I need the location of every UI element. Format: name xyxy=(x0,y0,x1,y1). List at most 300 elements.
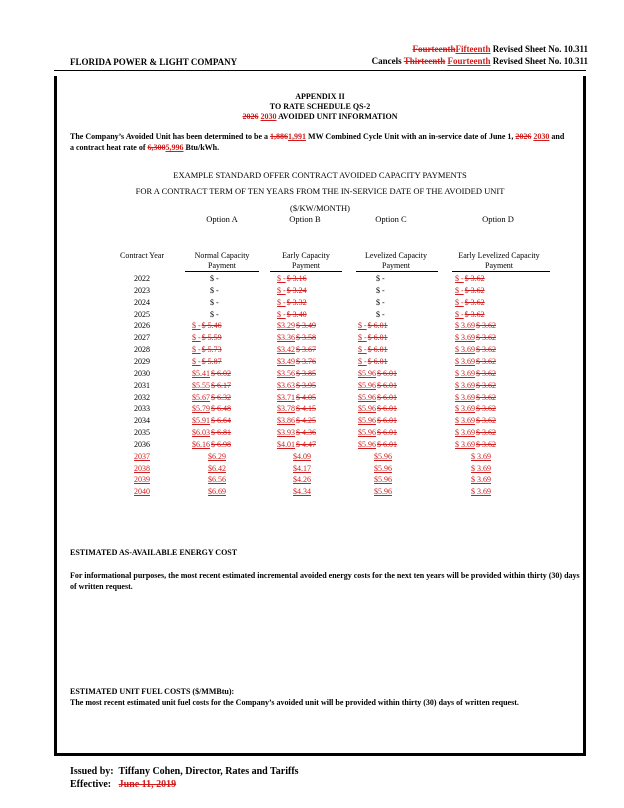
option-c-cell-value: $ - xyxy=(376,285,385,295)
title-year-old: 2026 xyxy=(242,112,259,121)
option-d-cell-old: $ 3.62 xyxy=(476,356,496,366)
issued-label: Issued by: xyxy=(70,766,114,777)
option-c-cell-new: $5.96 xyxy=(358,404,376,414)
table-row xyxy=(0,403,624,415)
option-d-cell-old: $ 3.62 xyxy=(464,309,485,319)
option-d-cell-old: $ 3.62 xyxy=(476,345,496,355)
col-c-header xyxy=(350,251,442,271)
option-a-cell xyxy=(192,380,262,392)
option-d-cell xyxy=(455,356,545,368)
option-c-cell-new: $5.96 xyxy=(358,392,376,402)
option-b-cell xyxy=(277,451,363,463)
sheet-old: Fourteenth xyxy=(412,44,456,54)
option-c-cell xyxy=(358,486,444,498)
row-year: 2040 xyxy=(134,487,150,497)
option-b-cell xyxy=(277,403,347,415)
option-c-cell-new: $5.96 xyxy=(358,439,376,449)
option-d-cell-old: $ 3.62 xyxy=(476,404,496,414)
option-c-cell xyxy=(358,415,428,427)
option-a-cell-value: $ - xyxy=(210,309,219,319)
option-b-cell-old: $ 3.85 xyxy=(296,368,316,378)
col-b-label-2: Payment xyxy=(292,261,320,270)
intro-text-4: Btu/kWh. xyxy=(185,143,220,152)
option-d-cell xyxy=(455,332,545,344)
option-a-cell xyxy=(192,486,278,498)
option-b-cell-new: $3.36 xyxy=(277,333,295,343)
option-a-cell xyxy=(192,356,262,368)
option-b-cell xyxy=(277,332,347,344)
option-b-cell-old: $ 3.76 xyxy=(296,356,316,366)
option-d-cell xyxy=(455,486,561,498)
table-row xyxy=(0,427,624,439)
option-d-cell-old: $ 3.62 xyxy=(476,428,496,438)
option-c-cell-new: $5.96 xyxy=(358,428,376,438)
option-a-cell-value: $ - xyxy=(210,297,219,307)
option-d-cell-new: $ - xyxy=(455,285,464,295)
option-a-cell-value: $ - xyxy=(210,274,219,283)
option-d-cell-old: $ 3.62 xyxy=(476,439,496,449)
fuel-heading: ESTIMATED UNIT FUEL COSTS ($/MMBtu): xyxy=(70,687,235,696)
option-d-cell-new: $ 3.69 xyxy=(455,404,475,414)
option-b-cell xyxy=(277,356,347,368)
option-d-cell-new: $ - xyxy=(455,274,464,283)
row-year: 2028 xyxy=(134,345,150,355)
issued-value: Tiffany Cohen, Director, Rates and Tariffs xyxy=(118,766,299,777)
col-year-label: Contract Year xyxy=(120,251,164,260)
effective-date xyxy=(70,778,176,791)
table-row xyxy=(0,309,624,321)
option-c-cell xyxy=(358,273,446,285)
option-d-cell xyxy=(455,297,545,309)
option-d-cell-old: $ 3.62 xyxy=(464,274,485,283)
option-b-cell-new: $3.29 xyxy=(277,321,295,331)
table-row xyxy=(0,368,624,380)
cancels-suffix: Revised Sheet No. 10.311 xyxy=(492,56,588,66)
table-row xyxy=(0,285,624,297)
option-d-cell-new: $ 3.69 xyxy=(455,416,475,426)
cancels-prefix: Cancels xyxy=(371,56,402,66)
option-a-cell xyxy=(192,297,280,309)
option-d-cell-old: $ 3.62 xyxy=(476,392,496,402)
option-d-cell xyxy=(455,309,545,321)
row-year: 2022 xyxy=(134,274,150,283)
option-c-cell-old: $ 6.01 xyxy=(377,380,397,390)
table-row xyxy=(0,320,624,332)
option-b-cell xyxy=(277,344,347,356)
col-a-label-1: Normal Capacity xyxy=(194,251,250,260)
option-b-cell-new: $3.71 xyxy=(277,392,295,402)
option-d-cell-old: $ 3.62 xyxy=(464,297,485,307)
option-d-cell-old: $ 3.62 xyxy=(464,285,485,295)
row-year: 2037 xyxy=(134,451,150,461)
option-b-cell-value: $4.17 xyxy=(293,463,311,473)
table-row xyxy=(0,415,624,427)
option-a-cell-new: $ - xyxy=(192,356,201,366)
option-d-cell xyxy=(455,463,561,475)
option-a-cell-value: $ - xyxy=(210,285,219,295)
option-a-cell xyxy=(192,439,262,451)
option-c-cell xyxy=(358,309,446,321)
title-year-new: 2030 xyxy=(260,112,277,121)
option-d-cell xyxy=(455,285,545,297)
table-row xyxy=(0,356,624,368)
option-b-cell xyxy=(277,415,347,427)
option-d-cell xyxy=(455,427,545,439)
option-d-cell xyxy=(455,273,545,285)
option-a-cell xyxy=(192,427,262,439)
option-b-cell-old: $ 3.95 xyxy=(296,380,316,390)
option-a-cell-value: $6.56 xyxy=(208,475,226,485)
col-b-header xyxy=(264,251,348,271)
option-c-cell-value: $ - xyxy=(376,309,385,319)
option-b-cell xyxy=(277,427,347,439)
option-b-cell xyxy=(277,297,347,309)
option-b-cell-new: $3.63 xyxy=(277,380,295,390)
option-a-cell xyxy=(192,320,262,332)
option-d-cell-old: $ 3.62 xyxy=(476,380,496,390)
row-year: 2038 xyxy=(134,463,150,473)
option-a-cell-old: $ 6.02 xyxy=(211,368,231,378)
row-year: 2027 xyxy=(134,333,150,343)
option-b-cell-old: $ 4.05 xyxy=(296,392,316,402)
option-d-cell xyxy=(455,392,545,404)
option-c-cell xyxy=(358,427,428,439)
option-a-label: Option A xyxy=(206,214,238,224)
option-d-cell xyxy=(455,344,545,356)
option-a-cell-old: $ 6.32 xyxy=(211,392,231,402)
energy-heading: ESTIMATED AS-AVAILABLE ENERGY COST xyxy=(70,548,238,557)
option-b-cell-old: $ 4.47 xyxy=(296,439,316,449)
option-b-cell-old: $ 3.40 xyxy=(286,309,307,319)
table-row xyxy=(0,474,624,486)
option-a-cell-new: $ - xyxy=(192,333,201,343)
option-b-cell-value: $4.26 xyxy=(293,475,311,485)
option-a-cell xyxy=(192,451,278,463)
table-row xyxy=(0,332,624,344)
col-b-label-1: Early Capacity xyxy=(282,251,330,260)
row-year: 2032 xyxy=(134,392,150,402)
date-new: 2030 xyxy=(533,132,550,141)
option-a-cell xyxy=(192,474,278,486)
table-row xyxy=(0,392,624,404)
option-b-cell-old: $ 3.24 xyxy=(286,285,307,295)
table-row xyxy=(0,451,624,463)
option-a-cell xyxy=(192,309,280,321)
option-d-cell-old: $ 3.62 xyxy=(476,321,496,331)
option-a-cell-new: $ - xyxy=(192,345,201,355)
top-rule xyxy=(54,70,586,71)
option-c-cell xyxy=(358,368,428,380)
col-d-label-2: Payment xyxy=(485,261,513,270)
mw-old: 1,886 xyxy=(270,132,289,141)
option-c-cell xyxy=(358,403,428,415)
option-d-cell xyxy=(455,368,545,380)
option-c-cell xyxy=(358,344,428,356)
option-b-cell-old: $ 4.36 xyxy=(296,428,316,438)
option-a-cell-new: $6.16 xyxy=(192,439,210,449)
row-year: 2036 xyxy=(134,439,150,449)
option-c-cell-new: $5.96 xyxy=(358,368,376,378)
option-b-cell-old: $ 3.58 xyxy=(296,333,316,343)
heat-rate-old: 6,300 xyxy=(147,143,166,152)
option-c-cell-old: $ 6.01 xyxy=(367,345,388,355)
option-a-cell xyxy=(192,332,262,344)
option-a-cell xyxy=(192,463,278,475)
option-b-cell-value: $4.34 xyxy=(293,487,311,497)
option-c-cell-new: $5.96 xyxy=(358,416,376,426)
option-b-cell-old: $ 3.67 xyxy=(296,345,316,355)
option-a-cell-old: $ 6.98 xyxy=(211,439,231,449)
option-a-cell xyxy=(192,273,280,285)
option-d-cell-new: $ 3.69 xyxy=(455,345,475,355)
cancels-new: Fourteenth xyxy=(447,56,491,66)
option-b-label: Option B xyxy=(289,214,321,224)
option-d-cell xyxy=(455,451,561,463)
option-a-cell-old: $ 6.64 xyxy=(211,416,231,426)
col-d-label-1: Early Levelized Capacity xyxy=(458,251,540,260)
option-c-cell-old: $ 6.01 xyxy=(367,356,388,366)
row-year: 2023 xyxy=(134,285,150,295)
col-a-rule xyxy=(185,271,259,272)
col-a-label-2: Payment xyxy=(208,261,236,270)
option-d-cell xyxy=(455,380,545,392)
table-row xyxy=(0,344,624,356)
option-a-cell xyxy=(192,285,280,297)
row-year: 2025 xyxy=(134,309,150,319)
issued-by xyxy=(70,765,299,778)
option-b-cell xyxy=(277,380,347,392)
option-b-cell xyxy=(277,392,347,404)
table-row xyxy=(0,486,624,498)
option-b-cell-old: $ 3.16 xyxy=(286,274,307,283)
option-c-cell-old: $ 6.01 xyxy=(377,404,397,414)
avoided-unit-paragraph xyxy=(70,131,570,153)
option-d-cell-new: $ 3.69 xyxy=(455,368,475,378)
table-title: EXAMPLE STANDARD OFFER CONTRACT AVOIDED CAPACITY PAYMENTS xyxy=(173,170,467,180)
option-c-cell-value: $5.96 xyxy=(374,487,392,497)
option-c-cell xyxy=(358,297,446,309)
option-c-cell-old: $ 6.01 xyxy=(377,416,397,426)
heat-rate-new: 5,996 xyxy=(165,143,184,152)
option-a-cell-new: $5.91 xyxy=(192,416,210,426)
cancels-old: Thirteenth xyxy=(403,56,446,66)
option-a-cell-old: $ 6.48 xyxy=(211,404,231,414)
option-b-cell-old: $ 4.25 xyxy=(296,416,316,426)
col-c-label-1: Levelized Capacity xyxy=(365,251,427,260)
option-b-cell-new: $3.86 xyxy=(277,416,295,426)
option-c-cell xyxy=(358,320,428,332)
mw-new: 1,991 xyxy=(288,132,307,141)
appendix-title: APPENDIX II xyxy=(295,92,345,101)
option-c-cell xyxy=(358,451,444,463)
option-a-cell-new: $6.03 xyxy=(192,428,210,438)
table-row xyxy=(0,297,624,309)
option-c-cell-value: $5.96 xyxy=(374,475,392,485)
option-d-cell-value: $ 3.69 xyxy=(471,475,491,485)
option-b-cell-old: $ 3.49 xyxy=(296,321,316,331)
option-d-cell-old: $ 3.62 xyxy=(476,368,496,378)
option-b-cell-new: $3.56 xyxy=(277,368,295,378)
option-c-cell-new: $5.96 xyxy=(358,380,376,390)
table-row xyxy=(0,273,624,285)
option-a-cell-old: $ 5.59 xyxy=(201,333,222,343)
option-d-cell-new: $ - xyxy=(455,297,464,307)
option-b-cell xyxy=(277,474,363,486)
option-b-cell xyxy=(277,463,363,475)
col-d-header xyxy=(444,251,554,271)
option-c-cell-new: $ - xyxy=(358,356,367,366)
col-d-rule xyxy=(452,271,550,272)
option-c-cell xyxy=(358,392,428,404)
option-b-cell-value: $4.09 xyxy=(293,451,311,461)
option-b-cell xyxy=(277,309,347,321)
option-c-cell-old: $ 6.01 xyxy=(367,321,388,331)
table-subtitle: FOR A CONTRACT TERM OF TEN YEARS FROM THE IN-SERVICE DATE OF THE AVOIDED UNIT xyxy=(135,186,505,196)
title-rest: AVOIDED UNIT INFORMATION xyxy=(278,112,398,121)
fuel-text: The most recent estimated unit fuel costs for the Company’s avoided unit will be provided within thirty (30) days of written request. xyxy=(70,698,519,707)
option-d-cell xyxy=(455,403,545,415)
option-c-cell xyxy=(358,332,428,344)
option-a-cell xyxy=(192,368,262,380)
option-c-label: Option C xyxy=(375,214,407,224)
intro-text-2: MW Combined Cycle Unit with an in-service date of June 1, xyxy=(308,132,514,141)
option-c-cell xyxy=(358,285,446,297)
option-b-cell-old: $ 4.15 xyxy=(296,404,316,414)
option-a-cell xyxy=(192,403,262,415)
row-year: 2026 xyxy=(134,321,150,331)
option-c-cell-old: $ 6.01 xyxy=(377,392,397,402)
option-a-cell-value: $6.42 xyxy=(208,463,226,473)
row-year: 2031 xyxy=(134,380,150,390)
option-d-cell-new: $ 3.69 xyxy=(455,428,475,438)
option-c-cell-old: $ 6.01 xyxy=(377,439,397,449)
option-b-cell xyxy=(277,320,347,332)
option-a-cell xyxy=(192,392,262,404)
option-c-cell-old: $ 6.01 xyxy=(377,368,397,378)
option-d-cell xyxy=(455,320,545,332)
option-c-cell xyxy=(358,463,444,475)
row-year: 2030 xyxy=(134,368,150,378)
option-d-cell xyxy=(455,439,545,451)
option-b-cell xyxy=(277,439,347,451)
row-year: 2033 xyxy=(134,404,150,414)
option-b-cell-new: $ - xyxy=(277,285,286,295)
option-b-cell-new: $4.01 xyxy=(277,439,295,449)
option-d-label: Option D xyxy=(482,214,514,224)
option-d-cell-new: $ 3.69 xyxy=(455,321,475,331)
option-d-cell-new: $ 3.69 xyxy=(455,392,475,402)
option-d-cell-new: $ 3.69 xyxy=(455,439,475,449)
energy-text: For informational purposes, the most recent estimated incremental avoided energy costs for the next ten years will be provided within thirty (30) days of written request. xyxy=(70,571,580,591)
option-d-cell-value: $ 3.69 xyxy=(471,463,491,473)
option-d-cell xyxy=(455,415,545,427)
option-a-cell-new: $5.79 xyxy=(192,404,210,414)
option-c-cell-value: $5.96 xyxy=(374,451,392,461)
row-year: 2039 xyxy=(134,475,150,485)
option-c-cell xyxy=(358,439,428,451)
option-a-cell-value: $6.29 xyxy=(208,451,226,461)
option-b-cell-new: $3.93 xyxy=(277,428,295,438)
option-b-cell xyxy=(277,368,347,380)
option-d-cell-old: $ 3.62 xyxy=(476,333,496,343)
option-d-cell-new: $ 3.69 xyxy=(455,356,475,366)
option-a-cell-old: $ 5.73 xyxy=(201,345,222,355)
option-a-cell-old: $ 5.46 xyxy=(201,321,222,331)
sheet-suffix: Revised Sheet No. 10.311 xyxy=(492,44,588,54)
option-c-cell-old: $ 6.01 xyxy=(367,333,388,343)
option-d-cell-new: $ 3.69 xyxy=(455,333,475,343)
option-c-cell xyxy=(358,356,428,368)
option-b-cell-new: $ - xyxy=(277,274,286,283)
option-b-cell xyxy=(277,285,347,297)
table-row xyxy=(0,463,624,475)
option-b-cell xyxy=(277,486,363,498)
option-b-cell-new: $3.49 xyxy=(277,356,295,366)
option-b-cell xyxy=(277,273,347,285)
effective-value: June 11, 2019 xyxy=(118,779,177,790)
option-b-cell-new: $3.78 xyxy=(277,404,295,414)
option-c-cell-new: $ - xyxy=(358,345,367,355)
option-d-cell-value: $ 3.69 xyxy=(471,487,491,497)
option-c-cell-value: $ - xyxy=(376,274,385,283)
intro-text-1: The Company’s Avoided Unit has been determined to be a xyxy=(70,132,269,141)
row-year: 2035 xyxy=(134,428,150,438)
effective-label: Effective: xyxy=(70,779,112,790)
option-c-cell xyxy=(358,380,428,392)
option-a-cell xyxy=(192,415,262,427)
option-c-cell-old: $ 6.01 xyxy=(377,428,397,438)
option-d-cell-old: $ 3.62 xyxy=(476,416,496,426)
row-year: 2024 xyxy=(134,297,150,307)
col-b-rule xyxy=(270,271,342,272)
option-d-cell-value: $ 3.69 xyxy=(471,451,491,461)
option-a-cell-new: $5.67 xyxy=(192,392,210,402)
cancels-line xyxy=(372,56,588,67)
company-name: FLORIDA POWER & LIGHT COMPANY xyxy=(70,57,238,67)
option-a-cell-new: $ - xyxy=(192,321,201,331)
option-d-cell-new: $ 3.69 xyxy=(455,380,475,390)
option-a-cell-new: $5.41 xyxy=(192,368,210,378)
table-row xyxy=(0,439,624,451)
option-a-cell-old: $ 6.17 xyxy=(211,380,231,390)
option-c-cell-value: $5.96 xyxy=(374,463,392,473)
col-c-rule xyxy=(356,271,438,272)
row-year: 2034 xyxy=(134,416,150,426)
row-year: 2029 xyxy=(134,356,150,366)
option-b-cell-new: $ - xyxy=(277,297,286,307)
option-a-cell-new: $5.55 xyxy=(192,380,210,390)
option-b-cell-new: $ - xyxy=(277,309,286,319)
sheet-number xyxy=(413,44,589,55)
intro-text-3: and a contract heat rate of xyxy=(70,132,565,152)
option-c-cell-new: $ - xyxy=(358,321,367,331)
option-a-cell-old: $ 5.87 xyxy=(201,356,222,366)
table-row xyxy=(0,380,624,392)
schedule-title: TO RATE SCHEDULE QS-2 xyxy=(269,102,371,111)
col-year-header xyxy=(110,251,174,261)
option-b-cell-new: $3.42 xyxy=(277,345,295,355)
col-a-header xyxy=(180,251,264,271)
option-a-cell-old: $ 6.81 xyxy=(211,428,231,438)
option-c-cell xyxy=(358,474,444,486)
option-a-cell xyxy=(192,344,262,356)
option-d-cell xyxy=(455,474,561,486)
unit-info-title xyxy=(54,112,586,122)
table-units: ($/KW/MONTH) xyxy=(290,203,350,213)
sheet-new: Fifteenth xyxy=(455,44,491,54)
option-a-cell-value: $6.69 xyxy=(208,487,226,497)
date-old: 2026 xyxy=(515,132,532,141)
